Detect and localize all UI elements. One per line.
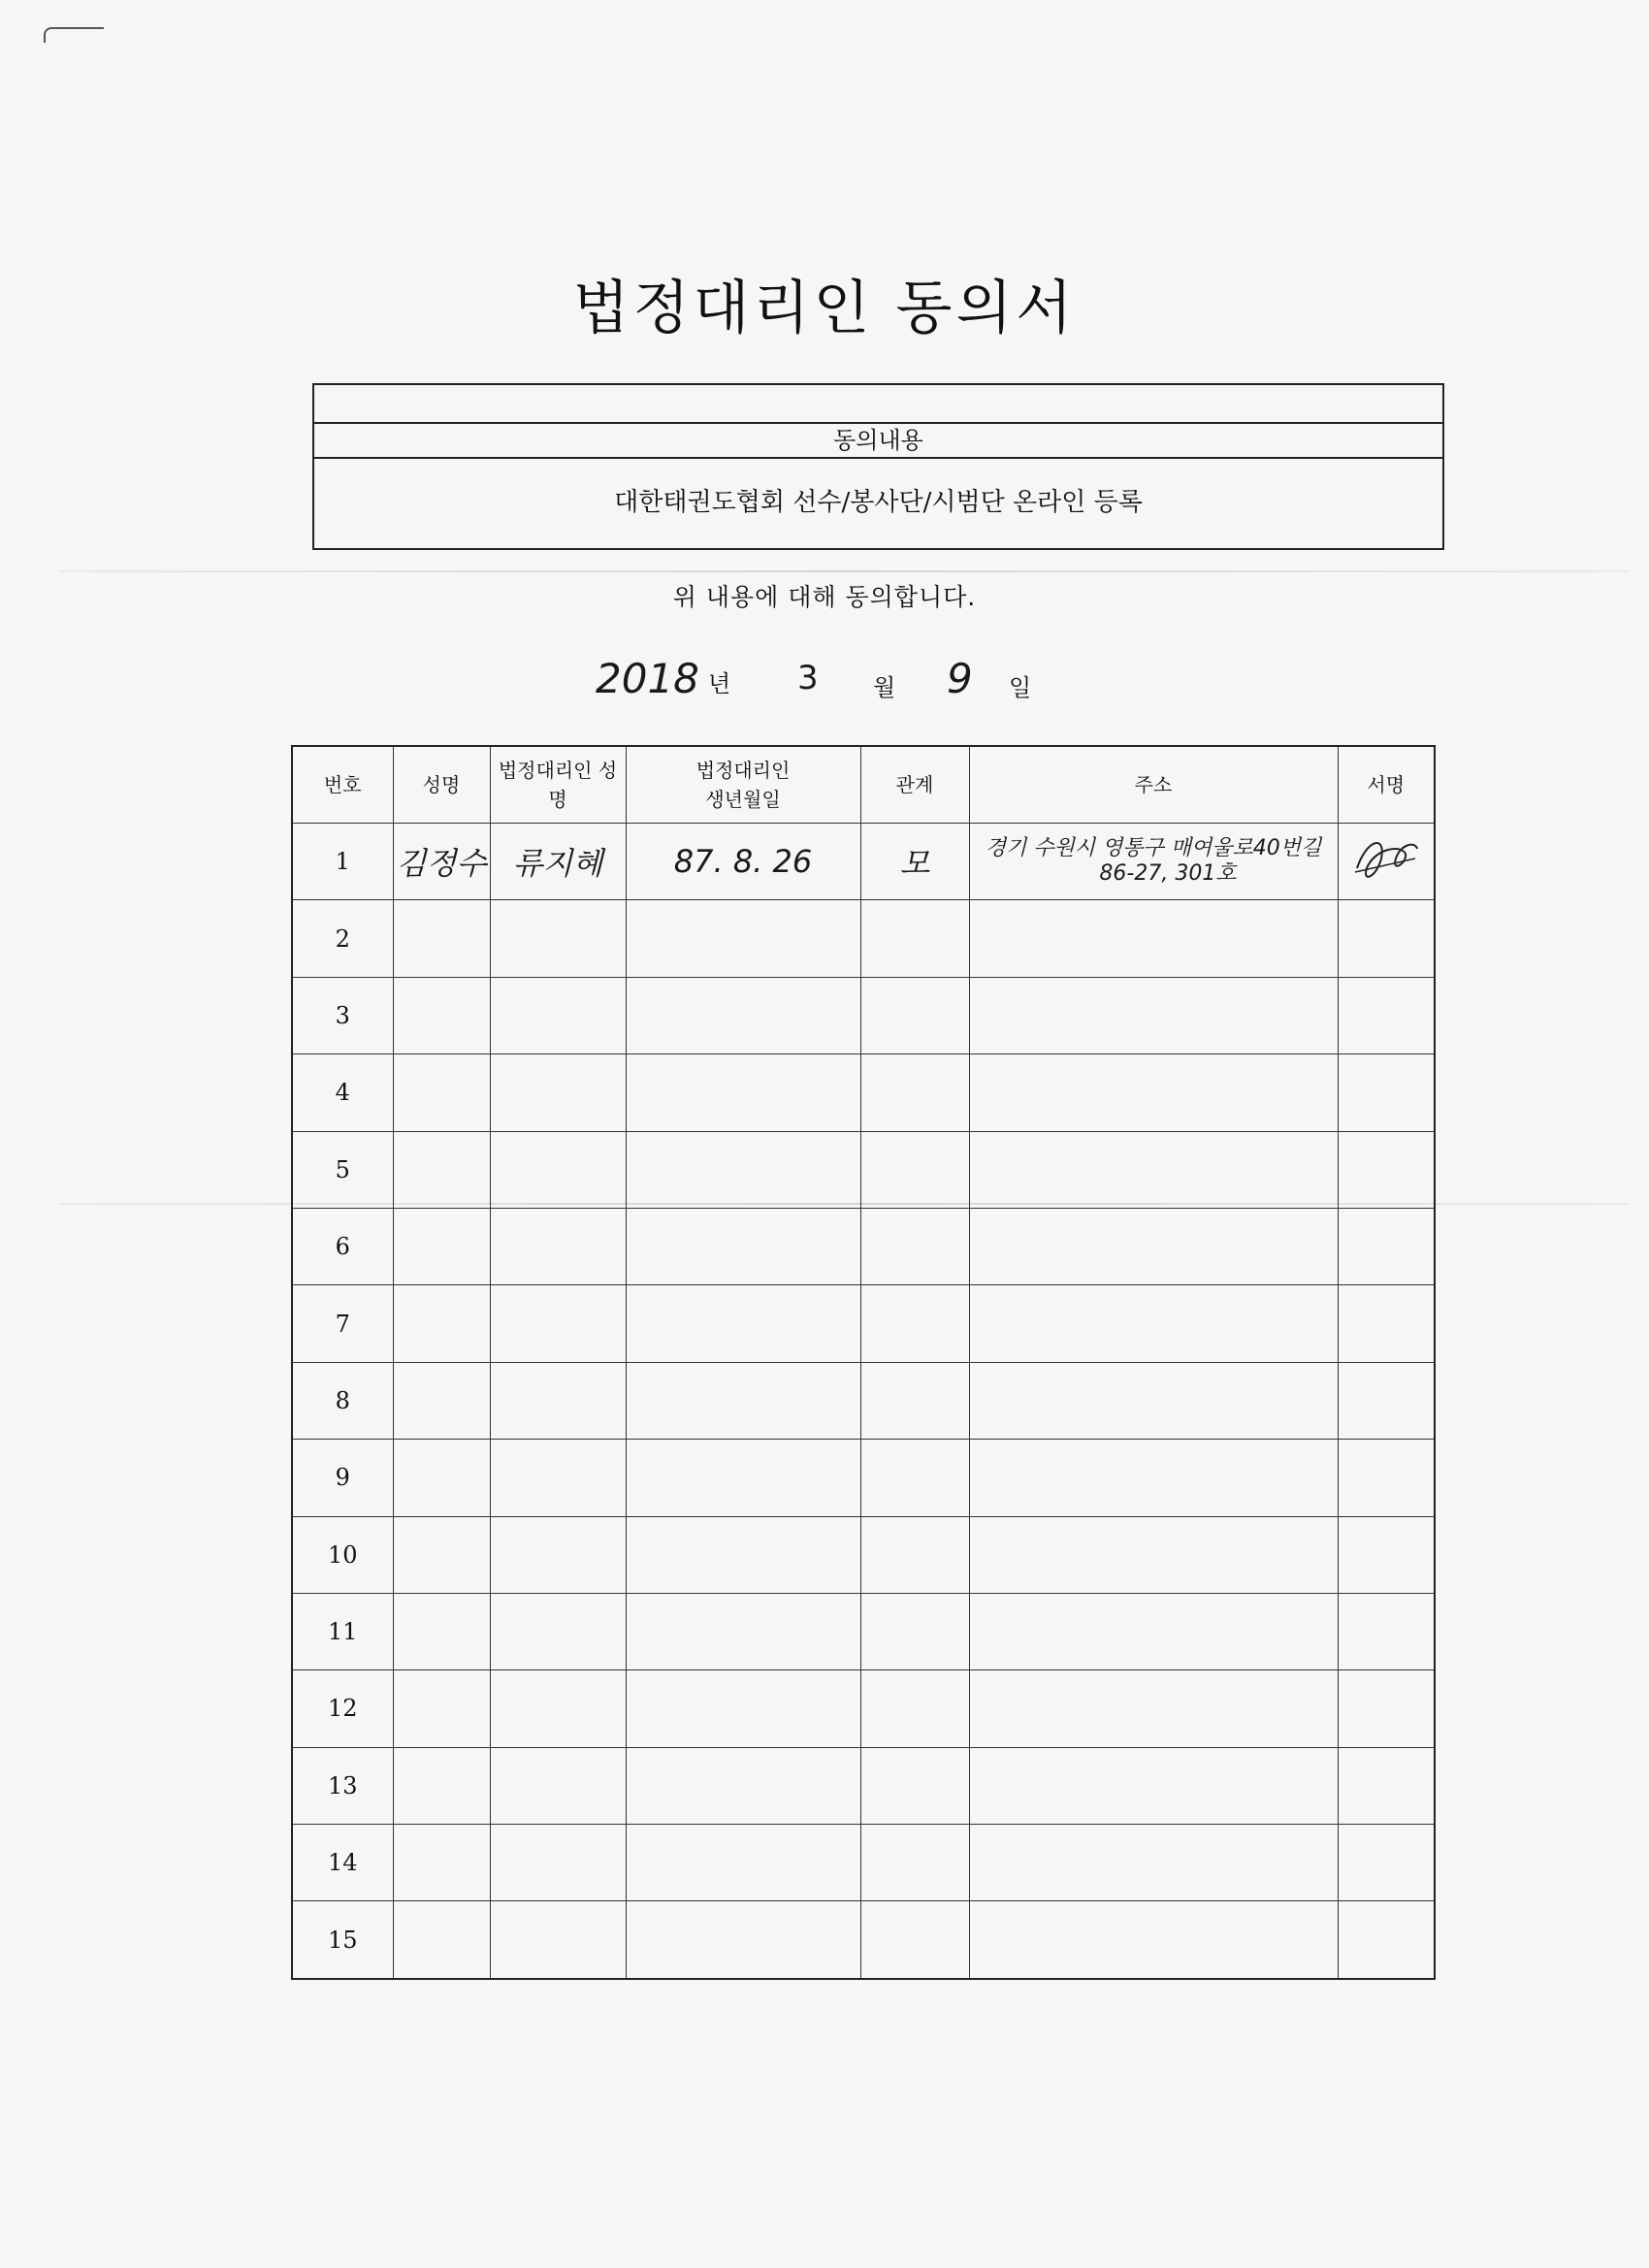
guardian-birth (626, 1593, 860, 1669)
guardian-name (490, 1440, 626, 1516)
table-row (292, 1362, 1435, 1439)
table-row (292, 977, 1435, 1053)
guardian-birth (626, 1670, 860, 1747)
header-no: 번호 (292, 746, 393, 824)
address (969, 1747, 1338, 1824)
header-signature: 서명 (1338, 746, 1435, 824)
address (969, 1516, 1338, 1593)
student-name (393, 1054, 490, 1131)
table-header-row (292, 746, 1435, 824)
date-month: 3 (797, 659, 819, 697)
guardian-name (490, 1054, 626, 1131)
staple-mark (44, 27, 104, 43)
student-name (393, 977, 490, 1053)
table-row (292, 1825, 1435, 1901)
row-number: 6 (292, 1208, 393, 1284)
relation: 모 (860, 824, 969, 900)
signature-cell (1338, 1516, 1435, 1593)
row-number: 15 (292, 1901, 393, 1979)
signature-cell (1338, 900, 1435, 977)
document-title: 법정대리인 동의서 (572, 275, 1077, 342)
relation (860, 1825, 969, 1901)
agreement-text: 위 내용에 대해 동의합니다. (672, 583, 977, 611)
guardian-name (490, 1285, 626, 1362)
guardian-name (490, 1593, 626, 1669)
table-row (292, 824, 1435, 900)
relation (860, 1131, 969, 1208)
address (969, 1440, 1338, 1516)
table-row (292, 1516, 1435, 1593)
relation (860, 1670, 969, 1747)
signature-cell (1338, 1362, 1435, 1439)
signature-cell (1338, 1285, 1435, 1362)
student-name (393, 1747, 490, 1824)
guardian-birth (626, 1362, 860, 1439)
guardian-birth (626, 1208, 860, 1284)
student-name (393, 1362, 490, 1439)
date-day-unit: 일 (1009, 674, 1032, 701)
signature-cell (1338, 1901, 1435, 1979)
guardian-name (490, 1747, 626, 1824)
row-number: 14 (292, 1825, 393, 1901)
student-name (393, 1208, 490, 1284)
address (969, 1285, 1338, 1362)
table-row (292, 1131, 1435, 1208)
address (969, 1825, 1338, 1901)
table-row (292, 1593, 1435, 1669)
relation (860, 1440, 969, 1516)
consent-box (312, 383, 1444, 550)
guardian-name (490, 977, 626, 1053)
row-number: 10 (292, 1516, 393, 1593)
consent-header: 동의내용 (314, 422, 1442, 459)
relation (860, 900, 969, 977)
guardian-name (490, 1516, 626, 1593)
date-day: 9 (947, 655, 973, 702)
signature-cell (1338, 824, 1435, 900)
table-row (292, 1208, 1435, 1284)
header-guardian-name: 법정대리인 성명 (490, 746, 626, 824)
table-body (292, 824, 1435, 1979)
date-year: 2018 (596, 655, 699, 702)
signature-cell (1338, 1131, 1435, 1208)
table-row (292, 1285, 1435, 1362)
signature-cell (1338, 1825, 1435, 1901)
student-name (393, 1593, 490, 1669)
guardian-name (490, 1670, 626, 1747)
guardian-birth: 87. 8. 26 (626, 824, 860, 900)
row-number: 13 (292, 1747, 393, 1824)
student-name (393, 1516, 490, 1593)
table-row (292, 1054, 1435, 1131)
guardian-birth (626, 1054, 860, 1131)
guardian-birth (626, 977, 860, 1053)
row-number: 3 (292, 977, 393, 1053)
header-address: 주소 (969, 746, 1338, 824)
guardian-name (490, 1901, 626, 1979)
student-name: 김정수 (393, 824, 490, 900)
row-number: 4 (292, 1054, 393, 1131)
guardian-name (490, 1208, 626, 1284)
relation (860, 1747, 969, 1824)
relation (860, 977, 969, 1053)
student-name (393, 1285, 490, 1362)
signature-cell (1338, 1747, 1435, 1824)
relation (860, 1362, 969, 1439)
address (969, 1593, 1338, 1669)
address-line-1: 경기 수원시 영통구 매여울로40번길 (985, 836, 1322, 861)
date-year-unit: 년 (708, 670, 731, 697)
address (969, 1362, 1338, 1439)
relation (860, 1285, 969, 1362)
consent-content: 대한태권도협회 선수/봉사단/시범단 온라인 등록 (614, 488, 1143, 517)
row-number: 7 (292, 1285, 393, 1362)
student-name (393, 1901, 490, 1979)
student-name (393, 1670, 490, 1747)
guardian-birth (626, 1285, 860, 1362)
fold-line (58, 570, 1630, 572)
registration-table (291, 745, 1436, 1980)
relation (860, 1593, 969, 1669)
row-number: 5 (292, 1131, 393, 1208)
signature-cell (1338, 977, 1435, 1053)
guardian-name (490, 1131, 626, 1208)
address (969, 824, 1338, 900)
student-name (393, 1440, 490, 1516)
header-guardian-birth: 법정대리인 생년월일 (626, 746, 860, 824)
relation (860, 1516, 969, 1593)
row-number: 1 (292, 824, 393, 900)
student-name (393, 1825, 490, 1901)
guardian-name: 류지혜 (490, 824, 626, 900)
header-name: 성명 (393, 746, 490, 824)
date-month-unit: 월 (873, 674, 896, 701)
signature-cell (1338, 1054, 1435, 1131)
guardian-birth (626, 1901, 860, 1979)
guardian-birth (626, 1747, 860, 1824)
row-number: 11 (292, 1593, 393, 1669)
table-row (292, 1901, 1435, 1979)
address (969, 1901, 1338, 1979)
guardian-birth (626, 1131, 860, 1208)
signature-cell (1338, 1670, 1435, 1747)
guardian-birth (626, 1440, 860, 1516)
row-number: 12 (292, 1670, 393, 1747)
address (969, 900, 1338, 977)
table-row (292, 900, 1435, 977)
guardian-name (490, 1825, 626, 1901)
row-number: 9 (292, 1440, 393, 1516)
guardian-name (490, 1362, 626, 1439)
address (969, 1670, 1338, 1747)
signature-cell (1338, 1208, 1435, 1284)
row-number: 8 (292, 1362, 393, 1439)
guardian-birth (626, 1516, 860, 1593)
table-row (292, 1747, 1435, 1824)
signature-scribble (1347, 829, 1425, 888)
relation (860, 1208, 969, 1284)
address (969, 1208, 1338, 1284)
relation (860, 1054, 969, 1131)
table-row (292, 1670, 1435, 1747)
relation (860, 1901, 969, 1979)
address (969, 1131, 1338, 1208)
table-row (292, 1440, 1435, 1516)
signature-cell (1338, 1593, 1435, 1669)
student-name (393, 1131, 490, 1208)
guardian-name (490, 900, 626, 977)
student-name (393, 900, 490, 977)
guardian-birth (626, 1825, 860, 1901)
address-line-2: 86-27, 301호 (1099, 861, 1237, 887)
signature-cell (1338, 1440, 1435, 1516)
address (969, 977, 1338, 1053)
guardian-birth (626, 900, 860, 977)
address (969, 1054, 1338, 1131)
row-number: 2 (292, 900, 393, 977)
header-relation: 관계 (860, 746, 969, 824)
